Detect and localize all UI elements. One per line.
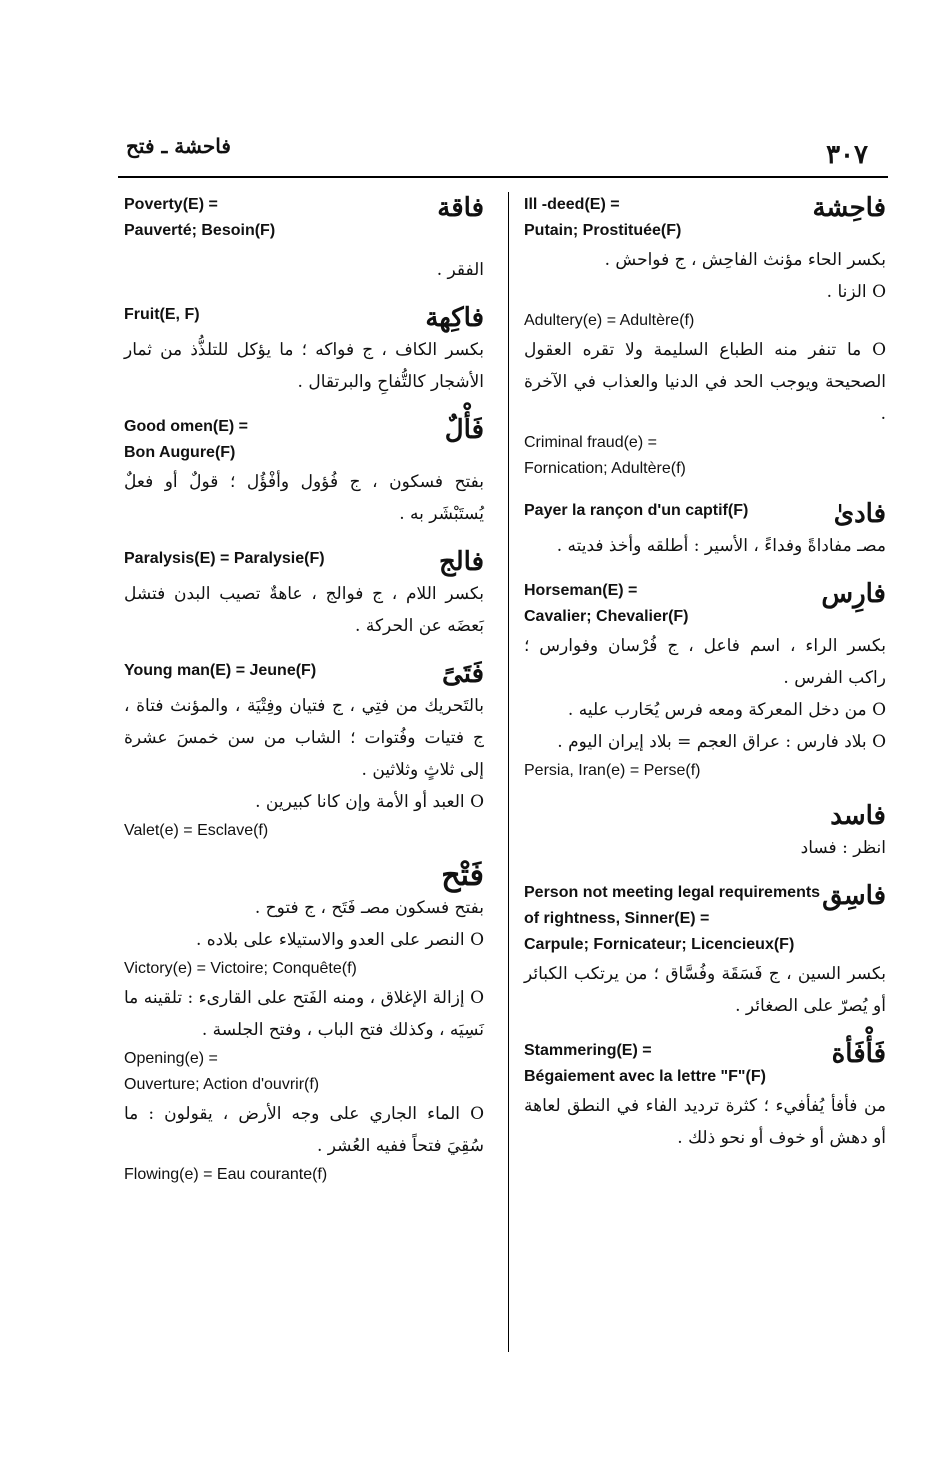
english-gloss: Young man(E) = Jeune(F) [124,662,317,679]
definition: بفتح فسكون مصـ فَتَح ، ج فتوح . [254,898,484,918]
definition: O ما تنفر منه الطباع السليمة ولا تقره العقول الصحيحة ويوجب الحد في الدنيا والعذاب في الآخرة . [524,340,886,424]
entry-fada [524,498,886,562]
definition: بكسر الحاء مؤنث الفاحِش ، ج فواحش . [604,250,886,270]
entry-fata [124,658,484,844]
french-gloss: Bon Augure(F) [124,444,236,461]
sense-gloss: Opening(e) = Ouverture; Action d'ouvrir(f) [124,1050,320,1093]
definition: O إزالة الإغلاق ، ومنه الفَتح على القارىء : تلقينه ما نَسِيَه ، وكذلك فتح الباب ، وفتح الجلسة . [124,988,484,1040]
headword: فاحِشة [812,193,886,223]
definition: بفتح فسكون ، ج فُؤول وأفْؤُل ؛ قولٌ أو فعلٌ يُستَبْشَر به . [124,472,484,524]
page-number: ٣٠٧ [826,140,868,170]
english-gloss: Paralysis(E) = Paralysie(F) [124,550,325,567]
headword: فَأْلٌ [444,415,484,445]
definition: O بلاد فارس : عراق العجم = بلاد إيران اليوم . [557,732,886,752]
sense-gloss: Flowing(e) = Eau courante(f) [124,1166,328,1183]
entry-fakiha [124,302,484,398]
french-gloss: Pauverté; Besoin(F) [124,222,276,239]
headword: فاكِهة [425,303,484,333]
column-divider [508,192,509,1352]
sense-gloss: Criminal fraud(e) = Fornication; Adultère(f) [524,434,686,477]
headword: فَأْفَأة [831,1039,886,1069]
definition: بكسر اللام ، ج فوالج ، عاهةٌ تصيب البدن فتشل بَعضَه عن الحركة . [124,584,484,636]
definition: O الماء الجاري على وجه الأرض ، يقولون : ما سُقِيَ فتحاً ففيه العُشر . [124,1104,484,1156]
headword: فاسد [830,801,886,831]
entry-fahisha [524,192,886,482]
english-gloss: Horseman(E) = [524,582,638,599]
headword: فادىٰ [833,499,886,529]
definition: O النصر على العدو والاستيلاء على بلاده . [195,930,484,950]
english-gloss: Fruit(E, F) [124,306,200,323]
french-gloss: Cavalier; Chevalier(F) [524,608,689,625]
english-gloss: Poverty(E) = [124,196,218,213]
definition: بكسر الراء ، اسم فاعل ، ج فُرْسان وفوارس ؛ راكب الفرس . [524,636,886,688]
french-gloss: Carpule; Fornicateur; Licencieux(F) [524,936,795,953]
english-gloss: Stammering(E) = [524,1042,652,1059]
french-gloss: Bégaiement avec la lettre "F"(F) [524,1068,766,1085]
header-rule [118,176,888,178]
definition: بكسر الكاف ، ج فواكه ؛ ما يؤكل للتلذُّذ من ثمار الأشجار كالتُّفاحِ والبرتقال . [124,340,484,392]
french-gloss: Putain; Prostituée(F) [524,222,682,239]
english-gloss: Good omen(E) = [124,418,248,435]
entry-falij [124,546,484,642]
entry-faris [524,578,886,784]
headword: فارِس [821,579,886,609]
french-gloss: Payer la rançon d'un captif(F) [524,502,749,519]
sense-gloss: Victory(e) = Victoire; Conquête(f) [124,960,357,977]
definition: بكسر السين ، ج فَسَقَة وفُسَّاق ؛ من يرتكب الكبائر أو يُصرّ على الصغائر . [524,964,886,1016]
right-column [524,192,886,1170]
entry-faqa [124,192,484,286]
entry-fal [124,414,484,530]
headword: فالج [438,547,484,577]
definition: من فأفأ يُفأفيء ؛ كثرة ترديد الفاء في النطق لعاهة أو دهش أو خوف أو نحو ذلك . [524,1096,886,1148]
definition: O الزنا . [826,282,886,302]
entry-fasid [524,800,886,864]
cross-reference: انظر : فساد [800,838,886,858]
english-gloss: Ill -deed(E) = [524,196,620,213]
definition: بالتَحريك من فتِي ، ج فتيان وفِتْيَة ، والمؤنث فتاة ، ج فتيات وفُتوات ؛ الشاب من سن خمسَ عشرة إلى ثلاثٍ وثلاثين . [124,696,484,780]
headword: فَتْح [441,858,484,893]
headword: فَتَىً [442,659,484,689]
definition: O من دخل المعركة ومعه فرس يُحَارب عليه . [567,700,886,720]
page-header [118,130,888,178]
definition: الفقر . [436,260,484,280]
sense-gloss: Persia, Iran(e) = Perse(f) [524,762,701,779]
definition: مصـ مفاداةً وفداءً ، الأسير : أطلقه وأخذ فديته . [556,536,886,556]
english-gloss: Person not meeting legal requirements of rightness, Sinner(E) = [524,884,821,927]
headword: فاقة [437,193,484,223]
headword: فاسِق [822,881,886,911]
entry-fath [124,860,484,1188]
entry-fasiq [524,880,886,1022]
sense-gloss: Adultery(e) = Adultère(f) [524,312,695,329]
left-column [124,192,484,1204]
running-head: فاحشة ـ فتح [126,134,231,158]
definition: O العبد أو الأمة وإن كانا كبيرين . [255,792,484,812]
entry-fafaa [524,1038,886,1154]
sense-gloss: Valet(e) = Esclave(f) [124,822,269,839]
